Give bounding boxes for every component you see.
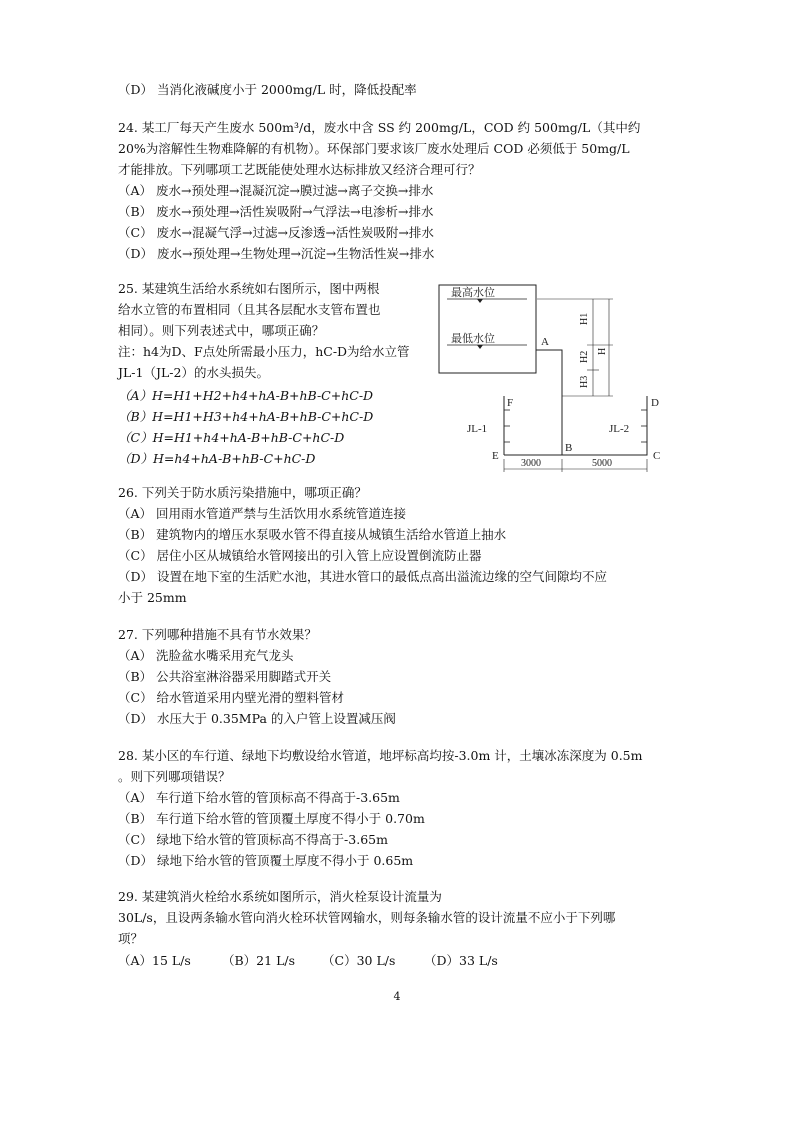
q25-stem-line-2: 给水立管的布置相同（且其各层配水支管布置也 — [118, 302, 381, 317]
prev-option-d: （D） 当消化液碱度小于 2000mg/L 时，降低投配率 — [118, 82, 417, 97]
q29-option-b: （B）21 L/s — [222, 953, 295, 968]
q26-option-b: （B） 建筑物内的增压水泵吸水管不得直接从城镇生活给水管道上抽水 — [118, 527, 507, 542]
q28-option-a: （A） 车行道下给水管的管顶标高不得高于-3.65m — [118, 790, 400, 805]
q25-option-a: （A）H=H1+H2+h4+hA-B+hB-C+hC-D — [118, 388, 374, 403]
point-b: B — [565, 442, 573, 454]
q25-option-d: （D）H=h4+hA-B+hB-C+hC-D — [118, 451, 316, 466]
max-level-marker — [477, 299, 483, 303]
page-number: 4 — [393, 990, 401, 1003]
q24-stem-line-3: 才能排放。下列哪项工艺既能使处理水达标排放又经济合理可行？ — [118, 162, 481, 177]
q26-option-d-cont: 小于 25mm — [118, 590, 187, 605]
point-a: A — [541, 336, 549, 348]
q26-stem: 26. 下列关于防水质污染措施中，哪项正确？ — [118, 485, 367, 500]
q24-option-c: （C） 废水→混凝气浮→过滤→反渗透→活性炭吸附→排水 — [118, 225, 434, 240]
water-supply-system-diagram — [437, 283, 673, 473]
q27-option-a: （A） 洗脸盆水嘴采用充气龙头 — [118, 648, 294, 663]
max-level-label: 最高水位 — [451, 287, 495, 299]
q27-option-b: （B） 公共浴室淋浴器采用脚踏式开关 — [118, 669, 332, 684]
q24-stem-line-2: 20%为溶解性生物难降解的有机物）。环保部门要求该厂废水处理后 COD 必须低于 50mg/L — [118, 141, 630, 156]
dim-h1: H1 — [579, 312, 590, 325]
q25-stem-line-3: 相同）。则下列表述式中，哪项正确？ — [118, 323, 325, 338]
q26-option-a: （A） 回用雨水管道严禁与生活饮用水系统管道连接 — [118, 506, 407, 521]
q28-option-b: （B） 车行道下给水管的管顶覆土厚度不得小于 0.70m — [118, 811, 425, 826]
q24-option-a: （A） 废水→预处理→混凝沉淀→膜过滤→离子交换→排水 — [118, 183, 434, 198]
dim-5000: 5000 — [592, 458, 612, 469]
q28-stem-line-2: 。则下列哪项错误？ — [118, 769, 231, 784]
riser-label-jl2: JL-2 — [609, 423, 630, 435]
q24-option-d: （D） 废水→预处理→生物处理→沉淀→生物活性炭→排水 — [118, 246, 435, 261]
q27-option-d: （D） 水压大于 0.35MPa 的入户管上设置减压阀 — [118, 711, 396, 726]
min-level-label: 最低水位 — [451, 333, 495, 345]
supply-pipe — [536, 347, 647, 455]
q25-stem-line-1: 25. 某建筑生活给水系统如右图所示，图中两根 — [118, 281, 380, 296]
q29-option-a: （A）15 L/s — [118, 953, 191, 968]
q29-stem-line-2: 30L/s，且设两条输水管向消火栓环状管网输水，则每条输水管的设计流量不应小于下列哪 — [118, 910, 616, 925]
q29-stem-line-1: 29. 某建筑消火栓给水系统如图所示，消火栓泵设计流量为 — [118, 889, 442, 904]
q24-option-b: （B） 废水→预处理→活性炭吸附→气浮法→电渗析→排水 — [118, 204, 434, 219]
point-f: F — [507, 397, 514, 409]
q27-option-c: （C） 给水管道采用内壁光滑的塑料管材 — [118, 690, 345, 705]
q25-option-b: （B）H=H1+H3+h4+hA-B+hB-C+hC-D — [118, 409, 374, 424]
q26-option-c: （C） 居住小区从城镇给水管网接出的引入管上应设置倒流防止器 — [118, 548, 482, 563]
q25-note-line-1: 注：h4为D、F点处所需最小压力，hC-D为给水立管 — [118, 344, 410, 359]
point-e: E — [492, 450, 499, 462]
q25-option-c: （C）H=H1+h4+hA-B+hB-C+hC-D — [118, 430, 345, 445]
dim-h3: H3 — [579, 375, 590, 388]
riser-label-jl1: JL-1 — [467, 423, 488, 435]
q28-stem-line-1: 28. 某小区的车行道、绿地下均敷设给水管道，地坪标高均按-3.0m 计，土壤冰冻深度为 0.5m — [118, 748, 643, 763]
q28-option-d: （D） 绿地下给水管的管顶覆土厚度不得小于 0.65m — [118, 853, 414, 868]
q28-option-c: （C） 绿地下给水管的管顶标高不得高于-3.65m — [118, 832, 388, 847]
q24-stem-line-1: 24. 某工厂每天产生废水 500m³/d，废水中含 SS 约 200mg/L，COD 约 500mg/L（其中约 — [118, 120, 641, 135]
q27-stem: 27. 下列哪种措施不具有节水效果？ — [118, 627, 317, 642]
min-level-marker — [477, 345, 483, 349]
dim-h2: H2 — [579, 350, 590, 363]
q29-option-d: （D）33 L/s — [424, 953, 498, 968]
q29-stem-line-3: 项？ — [118, 931, 144, 946]
dim-h: H — [597, 347, 608, 355]
q26-option-d: （D） 设置在地下室的生活贮水池，其进水管口的最低点高出溢流边缘的空气间隙均不应 — [118, 569, 607, 584]
point-d: D — [651, 397, 659, 409]
q29-option-c: （C）30 L/s — [322, 953, 396, 968]
point-c: C — [653, 450, 661, 462]
q25-note-line-2: JL-1（JL-2）的水头损失。 — [118, 365, 269, 380]
dim-3000: 3000 — [521, 458, 541, 469]
